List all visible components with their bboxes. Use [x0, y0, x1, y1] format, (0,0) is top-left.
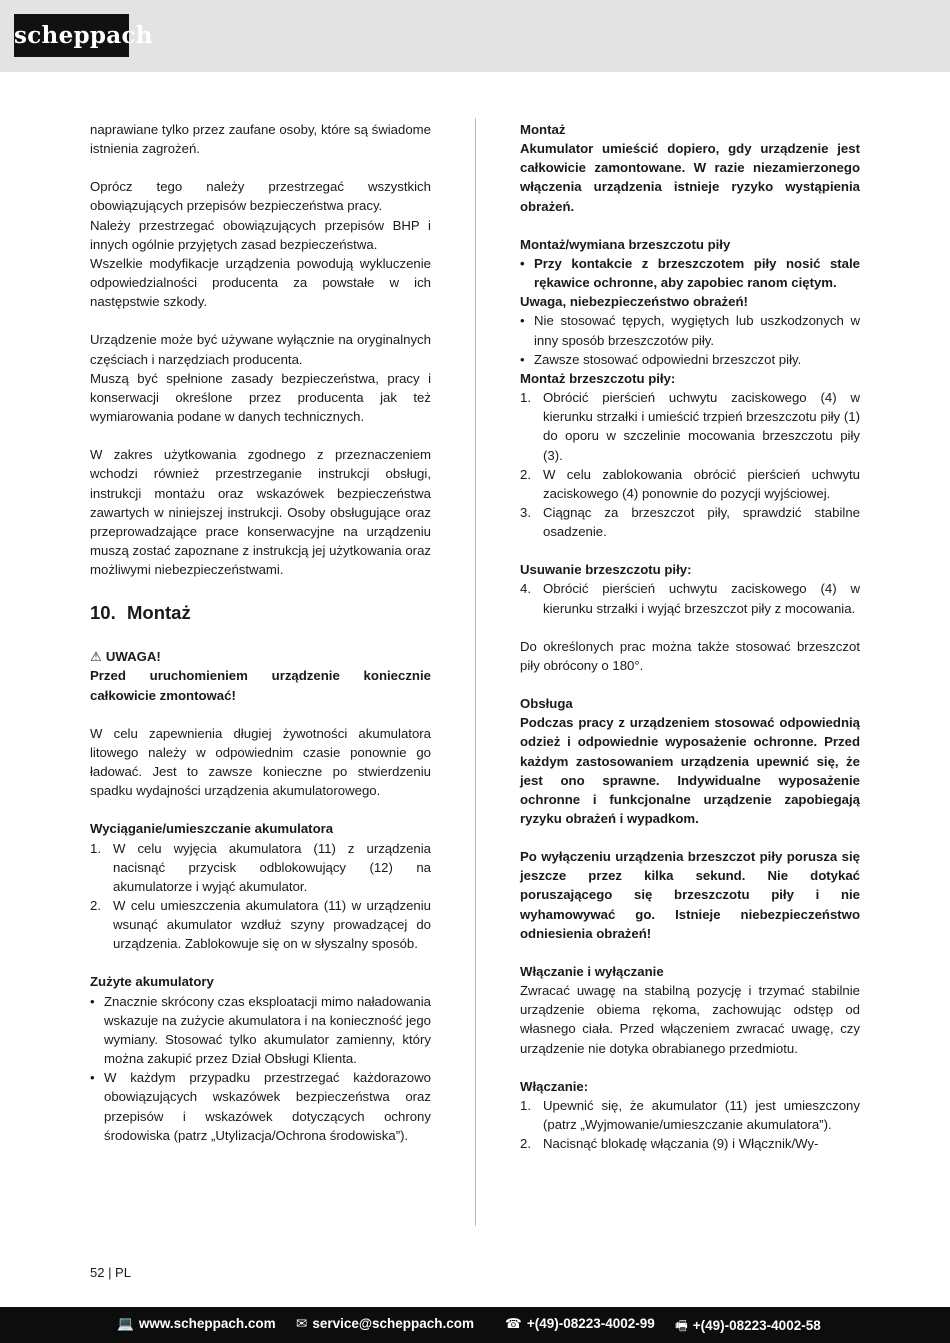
list-item: • Przy kontakcie z brzeszczotem piły nosić stale rękawice ochronne, aby zapobiec ranom ciętym.	[520, 255, 860, 291]
section-number: 10.	[90, 602, 116, 624]
paragraph: Akumulator umieścić dopiero, gdy urządzenie jest całkowicie zamontowane. W razie niezamierzonego włączenia urządzenia istnieje ryzyko wystąpienia obrażeń.	[520, 141, 860, 214]
paragraph: naprawiane tylko przez zaufane osoby, które są świadome istnienia zagrożeń.	[90, 122, 431, 157]
warning-label: UWAGA!	[105, 649, 161, 665]
page-number: 52 | PL	[90, 1265, 131, 1280]
mail-icon: ✉	[296, 1316, 308, 1331]
paragraph: Urządzenie może być używane wyłącznie na oryginalnych częściach i narzędziach producenta.	[90, 332, 431, 367]
subheading-obsluga: Obsługa	[520, 696, 573, 712]
list-item: • Zawsze stosować odpowiedni brzeszczot piły.	[520, 351, 802, 367]
paragraph: Należy przestrzegać obowiązujących przepisów BHP i innych ogólnie przyjętych zasad bezpieczeństwa.	[90, 217, 431, 252]
warning-heading	[90, 647, 431, 666]
list-item: 1. W celu wyjęcia akumulatora (11) z urządzenia nacisnąć przycisk odblokowujący (12) na akumulatorze i wyjąć akumulator.	[90, 840, 431, 894]
paragraph: W zakres użytkowania zgodnego z przeznaczeniem wchodzi również przestrzeganie instrukcji obsługi, instrukcji montażu oraz wskazówek bezpieczeństwa zawartych w niniejszej instrukcji. Osoby obsługujące oraz przeprowadzające prace konserwacyjne na urządzeniu muszą zostać zapoznane z instrukcją jej użytkowania oraz możliwymi niebezpieczeństwami.	[90, 447, 431, 578]
header-bar	[0, 0, 950, 72]
footer-email[interactable]: ✉ service@scheppach.com	[296, 1316, 475, 1331]
paragraph: Do określonych prac można także stosować brzeszczot piły obrócony o 180°.	[520, 638, 860, 673]
subheading-blade: Montaż/wymiana brzeszczotu piły	[520, 236, 731, 252]
fax-icon: 🖷	[675, 1318, 688, 1333]
footer-bar	[0, 1307, 950, 1343]
list-item: 1. Obrócić pierścień uchwytu zaciskowego (4) w kierunku strzałki i umieścić trzpień brzeszczotu piły (1) do oporu w szczelinie mocowania brzeszczotu piły (3).	[520, 390, 860, 463]
subheading-montaz: Montaż	[520, 122, 566, 137]
subheading-on: Włączanie:	[520, 1078, 589, 1094]
list-item: 2. W celu zablokowania obrócić pierścień uchwytu zaciskowego (4) ponownie do pozycji wyjściowej.	[520, 466, 860, 501]
phone-icon: ☎	[505, 1316, 522, 1331]
right-column	[520, 120, 860, 1153]
paragraph: Muszą być spełnione zasady bezpieczeństwa, pracy i konserwacji określone przez producenta jak też wymiarowania podane w danych technicznych.	[90, 370, 431, 425]
warning-text: Przed uruchomieniem urządzenie koniecznie całkowicie zmontować!	[90, 668, 431, 703]
list-item: • Znacznie skrócony czas eksploatacji mimo naładowania wskazuje na zużycie akumulatora i na konieczność jego wymiany. Stosować tylko akumulator zamienny, który można zakupić przez Dział Obsługi Klienta.	[90, 993, 431, 1067]
section-heading	[90, 600, 431, 626]
subheading-mount-blade: Montaż brzeszczotu piły:	[520, 370, 676, 386]
section-title: Montaż	[127, 602, 191, 624]
subheading-used-batteries: Zużyte akumulatory	[90, 974, 214, 990]
paragraph: W celu zapewnienia długiej żywotności akumulatora litowego należy w odpowiednim czasie ponownie go ładować. Jest to zawsze konieczne po stwierdzeniu spadku wydajności urządzenia akumulatorowego.	[90, 725, 431, 799]
paragraph: Zwracać uwagę na stabilną pozycję i trzymać stabilnie urządzenie obiema rękoma, zachowując odstęp od własnego ciała. Przed włączeniem zwracać uwagę, czy urządzenie nie dotyka obrabianego przedmiotu.	[520, 983, 860, 1056]
computer-icon: 💻	[117, 1316, 134, 1331]
subheading-onoff: Włączanie i wyłączanie	[520, 963, 664, 979]
subheading-danger: Uwaga, niebezpieczeństwo obrażeń!	[520, 294, 748, 310]
footer-phone[interactable]: ☎ +(49)-08223-4002-99	[505, 1316, 655, 1331]
list-item: 3. Ciągnąc za brzeszczot piły, sprawdzić stabilne osadzenie.	[520, 504, 860, 540]
paragraph: Po wyłączeniu urządzenia brzeszczot piły porusza się jeszcze przez kilka sekund. Nie dotykać poruszającego się brzeszczotu piły i nie wyhamowywać go. Istnieje niebezpieczeństwo odniesienia obrażeń!	[520, 849, 860, 941]
list-item: • W każdym przypadku przestrzegać każdorazowo obowiązujących wskazówek bezpieczeństwa oraz przepisów i wskazówek dotyczących ochrony środowiska (patrz „Utylizacja/Ochrona środowiska”).	[90, 1070, 431, 1143]
warning-icon: ⚠	[90, 649, 102, 665]
footer-fax[interactable]: 🖷 +(49)-08223-4002-58	[675, 1318, 821, 1333]
list-item: 2. Nacisnąć blokadę włączania (9) i Włącznik/Wy-	[520, 1136, 819, 1152]
list-item: 2. W celu umieszczenia akumulatora (11) w urządzeniu wsunąć akumulator wzdłuż szyny prowadzącej do urządzenia. Zablokowuje się on w słyszalny sposób.	[90, 898, 431, 952]
paragraph: Oprócz tego należy przestrzegać wszystkich obowiązujących przepisów bezpieczeństwa pracy.	[90, 179, 431, 214]
subheading-battery: Wyciąganie/umieszczanie akumulatora	[90, 821, 334, 837]
footer-website[interactable]: 💻 www.scheppach.com	[117, 1316, 276, 1331]
subheading-remove-blade: Usuwanie brzeszczotu piły:	[520, 562, 692, 578]
scheppach-logo: scheppach	[14, 14, 129, 57]
list-item: • Nie stosować tępych, wygiętych lub uszkodzonych w inny sposób brzeszczotów piły.	[520, 313, 860, 348]
paragraph: Podczas pracy z urządzeniem stosować odpowiednią odzież i odpowiednie wyposażenie ochronne. Przed każdym zastosowaniem urządzenia upewnić się, że jest ono sprawne. Indywidualne wyposażenie ochronne i funkcjonalne urządzenie zapobiegają ryzyku obrażeń i wypadkom.	[520, 715, 860, 826]
list-item: 4. Obrócić pierścień uchwytu zaciskowego (4) w kierunku strzałki i wyjąć brzeszczot piły z mocowania.	[520, 581, 860, 616]
list-item: 1. Upewnić się, że akumulator (11) jest umieszczony (patrz „Wyjmowanie/umieszczanie akumulatora”).	[520, 1097, 860, 1133]
column-divider	[475, 118, 476, 1226]
paragraph: Wszelkie modyfikacje urządzenia powodują wykluczenie odpowiedzialności producenta za powstałe w ich następstwie szkody.	[90, 255, 431, 310]
left-column	[90, 120, 431, 1145]
